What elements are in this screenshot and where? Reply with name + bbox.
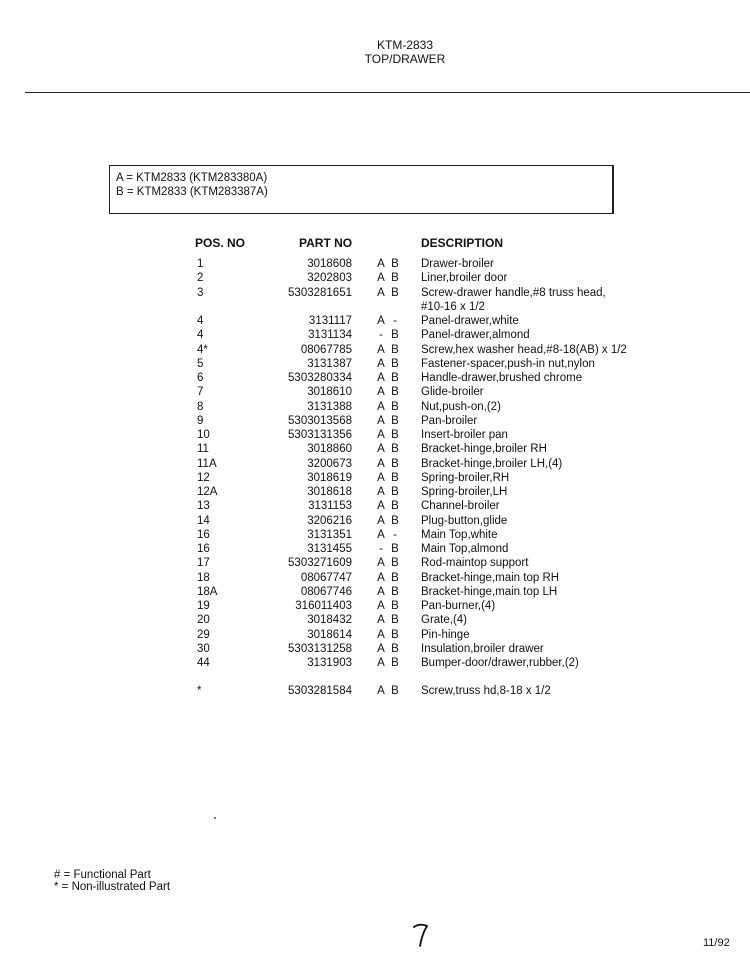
model-b-flag: B (391, 514, 399, 527)
table-row (0, 485, 750, 499)
pos-no: 5 (197, 357, 204, 370)
description: Liner,broiler door (421, 272, 508, 285)
model-a-flag: A (377, 414, 385, 427)
part-no: 3206216 (307, 514, 352, 527)
model-a-flag: A (377, 315, 385, 327)
part-no: 5303013568 (288, 414, 352, 427)
model-a-flag: A (377, 457, 385, 470)
pos-no: 4 (197, 315, 204, 327)
table-row (0, 499, 750, 513)
header-pos-no: POS. NO (195, 236, 246, 250)
description: Pan-broiler (421, 414, 478, 427)
model-b-flag: B (391, 329, 399, 342)
description: Nut,push-on,(2) (421, 400, 501, 413)
table-row (0, 585, 750, 599)
legend-line-a: A = KTM2833 (KTM283380A) (116, 172, 268, 184)
model-a-flag: A (377, 372, 385, 384)
model-a-flag: A (377, 628, 385, 641)
table-row (0, 257, 750, 271)
part-no: 3018618 (307, 486, 352, 498)
pos-no: 18A (197, 585, 218, 598)
part-no: 3131455 (307, 543, 352, 555)
pos-no: 20 (197, 614, 210, 627)
model-b-flag: B (391, 258, 399, 270)
table-row-non-illustrated (0, 684, 750, 698)
table-row (0, 314, 750, 328)
model-a-flag: A (377, 571, 385, 584)
table-row (0, 556, 750, 570)
part-no: 3131351 (307, 528, 352, 541)
part-no: 08067746 (300, 585, 352, 598)
table-row (0, 471, 750, 485)
model-b-flag: B (391, 457, 399, 470)
model-a-flag: A (377, 486, 385, 498)
part-no: 3018608 (307, 258, 352, 270)
model-b-flag: B (391, 286, 399, 299)
description: Screw-drawer handle,#8 truss head, (421, 286, 606, 299)
model-a-flag: A (377, 600, 385, 612)
table-row (0, 542, 750, 556)
model-a-flag: A (377, 343, 385, 356)
pos-no: 7 (197, 386, 204, 399)
description: Main Top,almond (421, 543, 509, 555)
model-a-flag: A (377, 400, 385, 413)
header-description: DESCRIPTION (421, 236, 504, 250)
description: Channel-broiler (421, 500, 500, 513)
description: Main Top,white (421, 528, 498, 541)
model-b-flag: B (391, 585, 399, 598)
pos-no: 19 (197, 600, 210, 612)
model-b-flag: B (391, 400, 399, 413)
table-row (0, 286, 750, 300)
description: Bracket-hinge,broiler LH,(4) (421, 457, 563, 470)
table-row (0, 328, 750, 342)
part-no: 3018610 (307, 386, 352, 399)
pos-no: 17 (197, 557, 210, 570)
pos-no: * (197, 685, 202, 697)
description: Bumper-door/drawer,rubber,(2) (421, 657, 579, 669)
part-no: 5303281584 (288, 685, 352, 697)
model-b-flag: B (391, 543, 399, 555)
table-row (0, 400, 750, 414)
table-row (0, 642, 750, 656)
revision-date: 11/92 (703, 937, 730, 949)
pos-no: 11A (197, 457, 217, 470)
pos-no: 44 (197, 657, 210, 669)
table-row (0, 599, 750, 613)
description: Spring-broiler,LH (421, 486, 508, 498)
description: Spring-broiler,RH (421, 471, 510, 484)
description: Grate,(4) (421, 614, 468, 627)
section-title: TOP/DRAWER (364, 52, 446, 66)
model-a-flag: A (377, 614, 385, 627)
pos-no: 12A (197, 486, 218, 498)
model-a-flag: A (377, 685, 385, 697)
pos-no: 14 (197, 514, 210, 527)
part-no: 3018619 (307, 471, 352, 484)
model-b-flag: B (391, 343, 399, 356)
model-a-flag: A (377, 500, 385, 513)
pos-no: 1 (197, 258, 204, 270)
part-no: 08067747 (300, 571, 352, 584)
table-row (0, 442, 750, 456)
pos-no: 9 (197, 414, 204, 427)
table-row (0, 271, 750, 285)
model-b-flag: B (391, 657, 399, 669)
part-no: 3202803 (307, 272, 352, 285)
table-row (0, 656, 750, 670)
pos-no: 4* (197, 343, 208, 356)
table-row (0, 571, 750, 585)
description: Rod-maintop support (421, 557, 529, 570)
model-a-flag: A (377, 443, 385, 456)
legend-line-b: B = KTM2833 (KTM283387A) (116, 186, 268, 198)
model-a-flag: A (377, 514, 385, 527)
part-no: 5303131356 (288, 429, 352, 441)
description: Pin-hinge (421, 628, 470, 641)
description: Plug-button,glide (421, 514, 508, 527)
description: Insulation,broiler drawer (421, 642, 544, 655)
description: Panel-drawer,almond (421, 329, 530, 342)
part-no: 5303131258 (288, 642, 352, 655)
part-no: 3200673 (307, 457, 352, 470)
table-row (0, 343, 750, 357)
model-a-flag: A (377, 642, 385, 655)
part-no: 5303280334 (288, 372, 352, 384)
part-no: 5303271609 (288, 557, 352, 570)
pos-no: 18 (197, 571, 210, 584)
pos-no: 13 (197, 500, 210, 513)
table-row (0, 385, 750, 399)
footnote-non-illustrated: * = Non-illustrated Part (54, 881, 171, 893)
model-b-flag: B (391, 685, 399, 697)
part-no: 08067785 (300, 343, 352, 356)
pos-no: 11 (197, 443, 209, 456)
part-no: 3131903 (307, 657, 352, 669)
model-b-flag: B (391, 642, 399, 655)
pos-no: 10 (197, 429, 210, 441)
description: Screw,truss hd,8-18 x 1/2 (421, 685, 551, 697)
model-title: KTM-2833 (376, 38, 434, 52)
model-a-flag: A (377, 357, 385, 370)
pos-no: 3 (197, 286, 204, 299)
description: Screw,hex washer head,#8-18(AB) x 1/2 (421, 343, 627, 356)
part-no: 316011403 (295, 600, 352, 612)
part-no: 3131387 (307, 357, 352, 370)
description: Glide-broiler (421, 386, 484, 399)
table-row (0, 457, 750, 471)
model-a-flag: A (377, 657, 385, 669)
part-no: 3131117 (308, 315, 352, 327)
model-a-flag: A (377, 528, 385, 541)
model-a-flag: A (377, 386, 385, 399)
description: Bracket-hinge,main top RH (421, 571, 560, 584)
footnote-functional: # = Functional Part (54, 869, 151, 881)
pos-no: 2 (197, 272, 204, 285)
stray-dot (214, 817, 216, 819)
table-row (0, 514, 750, 528)
model-b-flag: B (391, 272, 399, 285)
description: Bracket-hinge,broiler RH (421, 443, 547, 456)
header-divider (25, 92, 750, 93)
table-row (0, 628, 750, 642)
model-b-flag: - (393, 528, 397, 541)
table-row (0, 613, 750, 627)
model-a-flag: A (377, 258, 385, 270)
model-b-flag: B (391, 357, 399, 370)
part-no: 3131153 (308, 500, 352, 513)
model-b-flag: B (391, 614, 399, 627)
pos-no: 4 (197, 329, 204, 342)
table-row (0, 300, 750, 314)
table-row (0, 528, 750, 542)
table-row (0, 414, 750, 428)
table-row (0, 428, 750, 442)
model-a-flag: A (377, 286, 385, 299)
description: Fastener-spacer,push-in nut,nylon (421, 357, 595, 370)
part-no: 5303281651 (288, 286, 352, 299)
model-a-flag: - (379, 329, 383, 342)
pos-no: 12 (197, 471, 210, 484)
part-no: 3018432 (307, 614, 352, 627)
model-a-flag: A (377, 557, 385, 570)
pos-no: 16 (197, 543, 210, 555)
handwritten-page-mark (412, 922, 430, 953)
header-part-no: PART NO (299, 236, 353, 250)
model-b-flag: B (391, 600, 399, 612)
part-no: 3131134 (308, 329, 352, 342)
description: Drawer-broiler (421, 258, 494, 270)
model-b-flag: B (391, 429, 399, 441)
description: Pan-burner,(4) (421, 600, 496, 612)
model-b-flag: B (391, 486, 399, 498)
description: Handle-drawer,brushed chrome (421, 372, 583, 384)
part-no: 3018614 (307, 628, 352, 641)
table-row (0, 371, 750, 385)
model-a-flag: - (379, 543, 383, 555)
model-b-flag: B (391, 386, 399, 399)
pos-no: 6 (197, 372, 204, 384)
pos-no: 8 (197, 400, 204, 413)
description: Bracket-hinge,main top LH (421, 585, 558, 598)
description: Insert-broiler pan (421, 429, 508, 441)
model-a-flag: A (377, 471, 385, 484)
description: #10-16 x 1/2 (421, 300, 485, 313)
model-b-flag: B (391, 443, 399, 456)
model-b-flag: B (391, 628, 399, 641)
model-legend-box (109, 165, 614, 214)
pos-no: 29 (197, 628, 210, 641)
model-b-flag: B (391, 557, 399, 570)
model-b-flag: B (391, 471, 399, 484)
part-no: 3131388 (307, 400, 352, 413)
part-no: 3018860 (307, 443, 352, 456)
model-b-flag: B (391, 372, 399, 384)
model-a-flag: A (377, 429, 385, 441)
model-b-flag: B (391, 500, 399, 513)
pos-no: 16 (197, 528, 210, 541)
model-b-flag: B (391, 414, 399, 427)
model-a-flag: A (377, 272, 385, 285)
pos-no: 30 (197, 642, 210, 655)
model-b-flag: B (391, 571, 399, 584)
model-b-flag: - (393, 315, 397, 327)
model-a-flag: A (377, 585, 385, 598)
table-row (0, 357, 750, 371)
description: Panel-drawer,white (421, 315, 519, 327)
